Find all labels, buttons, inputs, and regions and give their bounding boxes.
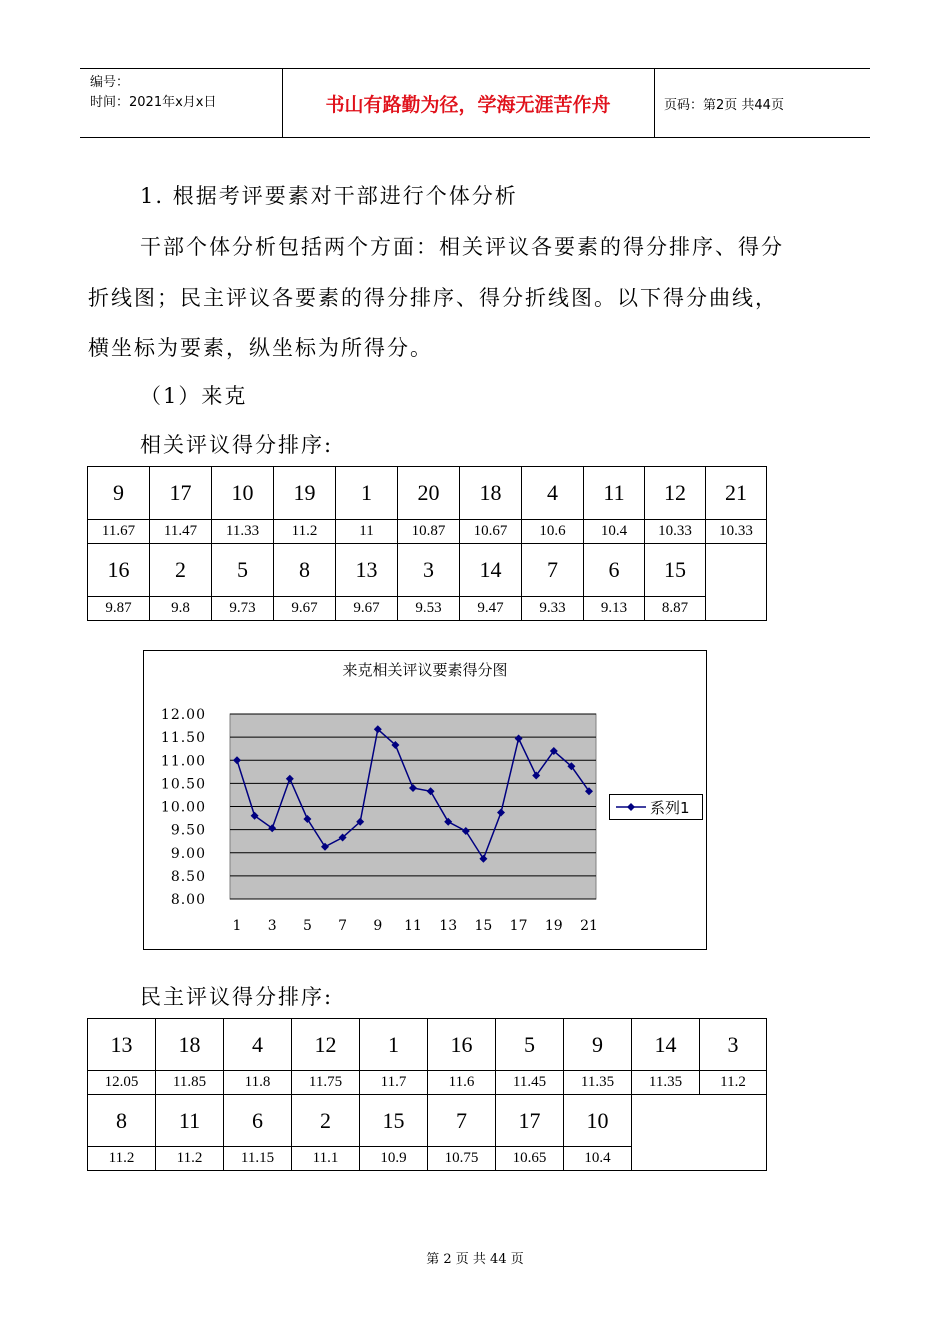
element-id-cell: 17 <box>150 467 212 520</box>
chart-title: 来克相关评议要素得分图 <box>342 661 508 679</box>
number-label: 编号： <box>90 75 130 90</box>
score-cell: 11.2 <box>700 1071 767 1095</box>
element-id-cell: 11 <box>584 467 645 520</box>
element-id-cell: 4 <box>224 1019 292 1071</box>
x-tick-label: 1 <box>232 918 242 934</box>
empty-cell <box>632 1095 767 1171</box>
score-cell: 8.87 <box>645 597 706 621</box>
element-id-cell: 17 <box>496 1095 564 1147</box>
score-cell: 11.15 <box>224 1147 292 1171</box>
score-cell: 11.8 <box>224 1071 292 1095</box>
score-cell: 9.67 <box>274 597 336 621</box>
element-id-cell: 6 <box>584 544 645 597</box>
paragraph-line: 折线图；民主评议各要素的得分排序、得分折线图。以下得分曲线， <box>88 286 778 310</box>
table-row <box>88 467 767 520</box>
element-id-cell: 10 <box>564 1095 632 1147</box>
score-cell: 10.6 <box>522 520 584 544</box>
score-cell: 10.65 <box>496 1147 564 1171</box>
x-tick-label: 17 <box>509 918 528 934</box>
score-cell: 11.75 <box>292 1071 360 1095</box>
score-cell: 9.87 <box>88 597 150 621</box>
score-cell: 11.33 <box>212 520 274 544</box>
score-cell: 9.13 <box>584 597 645 621</box>
x-tick-label: 7 <box>338 918 348 934</box>
element-id-cell: 18 <box>156 1019 224 1071</box>
x-tick-label: 9 <box>373 918 383 934</box>
table-row <box>88 1095 767 1147</box>
y-tick-label: 11.50 <box>160 730 206 747</box>
democratic-caption: 民主评议得分排序: <box>140 985 334 1009</box>
page-header <box>80 68 870 138</box>
element-id-cell: 15 <box>360 1095 428 1147</box>
score-cell: 11.2 <box>156 1147 224 1171</box>
score-cell: 10.87 <box>398 520 460 544</box>
score-cell: 11 <box>336 520 398 544</box>
element-id-cell: 12 <box>292 1019 360 1071</box>
legend-label: 系列1 <box>650 799 690 817</box>
legend-marker-icon <box>614 795 648 819</box>
element-id-cell: 5 <box>496 1019 564 1071</box>
element-id-cell: 1 <box>360 1019 428 1071</box>
header-page-info: 页码：第2页 共44页 <box>664 97 784 113</box>
related-caption: 相关评议得分排序: <box>140 433 334 457</box>
score-cell: 9.33 <box>522 597 584 621</box>
element-id-cell: 14 <box>460 544 522 597</box>
score-cell: 9.53 <box>398 597 460 621</box>
paragraph-line: 干部个体分析包括两个方面：相关评议各要素的得分排序、得分 <box>140 235 784 259</box>
score-cell: 11.45 <box>496 1071 564 1095</box>
score-cell: 9.67 <box>336 597 398 621</box>
score-cell: 10.4 <box>584 520 645 544</box>
score-cell: 12.05 <box>88 1071 156 1095</box>
element-id-cell: 8 <box>88 1095 156 1147</box>
element-id-cell: 2 <box>150 544 212 597</box>
subsection-title: （1）来克 <box>140 384 248 408</box>
element-id-cell: 20 <box>398 467 460 520</box>
element-id-cell: 21 <box>706 467 767 520</box>
score-cell: 10.33 <box>645 520 706 544</box>
score-cell: 11.35 <box>564 1071 632 1095</box>
score-cell: 11.35 <box>632 1071 700 1095</box>
element-id-cell: 15 <box>645 544 706 597</box>
element-id-cell: 5 <box>212 544 274 597</box>
table-row <box>88 1071 767 1095</box>
element-id-cell: 1 <box>336 467 398 520</box>
score-cell: 9.47 <box>460 597 522 621</box>
element-id-cell: 2 <box>292 1095 360 1147</box>
x-tick-label: 3 <box>267 918 277 934</box>
page-footer: 第 2 页 共 44 页 <box>426 1252 524 1267</box>
element-id-cell: 6 <box>224 1095 292 1147</box>
element-id-cell: 11 <box>156 1095 224 1147</box>
score-cell: 11.2 <box>88 1147 156 1171</box>
y-tick-label: 10.00 <box>160 799 206 816</box>
score-cell: 10.75 <box>428 1147 496 1171</box>
y-tick-label: 9.50 <box>170 822 206 839</box>
table-row <box>88 1019 767 1071</box>
element-id-cell: 7 <box>428 1095 496 1147</box>
element-id-cell: 3 <box>398 544 460 597</box>
table-row <box>88 544 767 597</box>
element-id-cell: 8 <box>274 544 336 597</box>
table-row <box>88 597 767 621</box>
empty-cell <box>706 544 767 621</box>
y-tick-label: 8.00 <box>170 892 206 908</box>
element-id-cell: 14 <box>632 1019 700 1071</box>
x-tick-label: 15 <box>474 918 493 934</box>
score-cell: 11.6 <box>428 1071 496 1095</box>
header-divider <box>654 69 655 137</box>
score-cell: 11.85 <box>156 1071 224 1095</box>
paragraph-line: 横坐标为要素，纵坐标为所得分。 <box>88 336 433 360</box>
element-id-cell: 9 <box>88 467 150 520</box>
score-cell: 9.73 <box>212 597 274 621</box>
element-id-cell: 19 <box>274 467 336 520</box>
element-id-cell: 9 <box>564 1019 632 1071</box>
score-cell: 10.67 <box>460 520 522 544</box>
time-label: 时间：2021年x月x日 <box>90 95 217 110</box>
table-row <box>88 520 767 544</box>
score-cell: 11.2 <box>274 520 336 544</box>
element-id-cell: 18 <box>460 467 522 520</box>
header-motto: 书山有路勤为径，学海无涯苦作舟 <box>325 93 611 116</box>
score-cell: 11.47 <box>150 520 212 544</box>
y-tick-label: 8.50 <box>170 868 206 885</box>
element-id-cell: 10 <box>212 467 274 520</box>
y-tick-label: 9.00 <box>170 845 206 862</box>
democratic-score-table <box>87 1018 767 1171</box>
related-score-table <box>87 466 767 621</box>
score-cell: 11.1 <box>292 1147 360 1171</box>
y-tick-label: 11.00 <box>160 753 206 770</box>
x-tick-label: 5 <box>302 918 312 934</box>
y-tick-label: 12.00 <box>160 707 206 723</box>
y-tick-label: 10.50 <box>160 776 206 793</box>
chart-legend <box>609 794 703 820</box>
score-cell: 10.9 <box>360 1147 428 1171</box>
element-id-cell: 16 <box>428 1019 496 1071</box>
element-id-cell: 7 <box>522 544 584 597</box>
score-line-chart <box>143 650 707 950</box>
score-cell: 11.67 <box>88 520 150 544</box>
score-cell: 10.4 <box>564 1147 632 1171</box>
section-heading: 1. 根据考评要素对干部进行个体分析 <box>140 184 518 208</box>
element-id-cell: 12 <box>645 467 706 520</box>
element-id-cell: 16 <box>88 544 150 597</box>
element-id-cell: 13 <box>88 1019 156 1071</box>
score-cell: 11.7 <box>360 1071 428 1095</box>
score-cell: 10.33 <box>706 520 767 544</box>
x-tick-label: 19 <box>544 918 563 934</box>
element-id-cell: 13 <box>336 544 398 597</box>
element-id-cell: 4 <box>522 467 584 520</box>
x-tick-label: 21 <box>580 918 598 934</box>
x-tick-label: 13 <box>439 918 458 934</box>
score-cell: 9.8 <box>150 597 212 621</box>
element-id-cell: 3 <box>700 1019 767 1071</box>
header-meta <box>90 73 216 113</box>
x-tick-label: 11 <box>404 918 422 934</box>
